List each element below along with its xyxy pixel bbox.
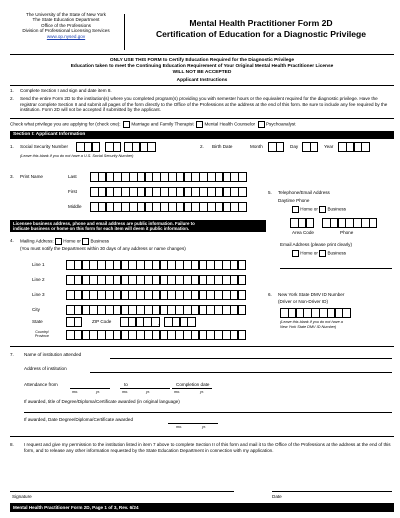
mailing-note: (You must notify the Department within 30 days of any address or name changes) <box>20 246 186 251</box>
email-business-checkbox[interactable] <box>319 250 326 257</box>
address-input-line[interactable] <box>90 372 392 373</box>
from-mo: mo. <box>72 390 79 394</box>
notice-line1: ONLY USE THIS FORM to Certify Education Required for the Diagnostic Privilege <box>109 58 295 63</box>
agency-line: The State Education Department <box>32 17 100 23</box>
character-cell[interactable] <box>238 260 247 270</box>
phone-home-checkbox[interactable] <box>292 206 299 213</box>
area-code-input[interactable] <box>290 218 313 228</box>
form-title-line1: Mental Health Practitioner Form 2D <box>189 18 333 28</box>
footer-bar: Mental Health Practitioner Form 2D, Page 1 of 3, Rev. 6/24 <box>10 503 394 512</box>
first-name-label: First <box>68 189 77 194</box>
character-cell[interactable] <box>369 218 378 228</box>
to-mo: mo. <box>122 390 129 394</box>
form-title <box>128 18 394 40</box>
character-cell[interactable] <box>238 172 247 182</box>
agency-line: Office of the Professions <box>41 22 91 28</box>
zip-ext-input[interactable] <box>164 317 195 327</box>
mft-checkbox[interactable] <box>123 121 130 128</box>
section1-header: Section I: Applicant Information <box>10 131 394 139</box>
ssn-input[interactable] <box>76 142 99 152</box>
character-cell[interactable] <box>238 290 247 300</box>
warning-line2: indicate business or home on this form for each item will deem it public information. <box>13 226 190 231</box>
year-label: Year <box>324 144 334 149</box>
agency-block <box>10 12 122 39</box>
mailing-business-checkbox[interactable] <box>82 238 89 245</box>
daytime-label: Daytime Phone <box>278 198 310 203</box>
degree-yr: yr. <box>202 425 207 429</box>
item7-number: 7. <box>10 352 14 357</box>
day-input[interactable] <box>302 142 318 152</box>
last-name-input[interactable] <box>90 172 246 182</box>
completion-input-line[interactable] <box>172 388 212 389</box>
city-input[interactable] <box>66 305 245 315</box>
email-home-checkbox[interactable] <box>292 250 299 257</box>
agency-line: Division of Professional Licensing Services <box>22 28 110 34</box>
public-info-warning <box>10 220 266 232</box>
line1-label: Line 1 <box>32 262 45 267</box>
divider <box>10 346 394 347</box>
middle-name-label: Middle <box>68 204 82 209</box>
city-label: City <box>32 307 40 312</box>
ssn-input[interactable] <box>124 142 155 152</box>
degree-date-input-line[interactable] <box>168 423 218 424</box>
email-input-line[interactable] <box>280 268 392 269</box>
dmv-note1: (Leave this blank if you do not have a <box>280 320 343 324</box>
country-input[interactable] <box>66 330 245 340</box>
mailing-home-label: Home or <box>63 238 81 244</box>
mailing-number: 4. <box>10 238 14 243</box>
phone-home-label: Home or <box>300 206 318 212</box>
email-label: Email Address (please print clearly) <box>280 242 352 247</box>
mft-label: Marriage and Family Therapist <box>131 121 194 127</box>
ssn-input[interactable] <box>105 142 121 152</box>
phone-input[interactable] <box>322 218 377 228</box>
dmv-label: New York State DMV ID Number <box>278 292 345 297</box>
privilege-row <box>10 121 296 128</box>
attendance-from-label: Attendance from <box>24 382 58 387</box>
form-page <box>10 12 394 512</box>
character-cell[interactable] <box>147 142 156 152</box>
dmv-sublabel: (Driver or Non-Driver ID) <box>278 299 329 304</box>
date-label: Date <box>272 494 282 499</box>
to-label: to <box>124 382 128 387</box>
instruction-text: Complete Section I and sign and date item 8. <box>20 88 112 93</box>
email-home-label: Home or <box>300 250 318 256</box>
header-rule <box>10 54 394 55</box>
notice-line2: Education taken to meet the Continuing Education Requirement of Your Original Mental Health Practitioner License <box>70 63 334 69</box>
zip-input[interactable] <box>120 317 159 327</box>
phone-type-row <box>292 206 346 213</box>
character-cell[interactable] <box>310 142 319 152</box>
dmv-number: 6. <box>268 292 272 297</box>
zip-label: ZIP Code <box>92 319 112 324</box>
line3-label: Line 3 <box>32 292 45 297</box>
month-label: Month <box>250 144 263 149</box>
mhc-label: Mental Health Counselor <box>204 121 256 127</box>
dmv-note2: New York State DMV ID Number) <box>280 325 337 329</box>
character-cell[interactable] <box>306 218 315 228</box>
mailing-row <box>20 238 109 245</box>
permission-text: I request and give my permission to the institution listed in item 7 above to complete Section II of this form and mail it to the Office of the Professions at the address at the end of this form, and to release any other information requested by the State Education Department in connection with my application. <box>24 442 391 453</box>
state-label: State <box>32 319 43 324</box>
phone-business-label: Business <box>327 206 347 212</box>
degree-date-label: If awarded, Date Degree/Diploma/Certificate awarded <box>24 417 134 422</box>
phone-business-checkbox[interactable] <box>319 206 326 213</box>
instruction-text: Send the entire Form 2D to the institution(s) where you completed program(s) providing you with semester hours or the equivalent required for the diagnostic privilege. Have the registrar complete Section II and submit all pages of the form directly to the Office of the Professions at the address at the end of this form. Be sure to include any fee required by the institution. Form 2D will not be accepted if submitted by the applicant. <box>20 96 388 113</box>
year-input[interactable] <box>338 142 369 152</box>
header-divider <box>124 14 125 50</box>
mailing-home-checkbox[interactable] <box>55 238 62 245</box>
from-input-line[interactable] <box>70 388 110 389</box>
ssn-number: 1. <box>10 144 14 149</box>
mailing-label: Mailing Address: <box>20 238 54 244</box>
degree-title-label: If awarded, title of Degree/Diploma/Certificate awarded (in original language) <box>24 399 180 404</box>
character-cell[interactable] <box>238 305 247 315</box>
first-name-input[interactable] <box>90 187 246 197</box>
state-input[interactable] <box>66 317 82 327</box>
ssn-note: (Leave this blank if you do not have a U.S. Social Security Number) <box>20 154 134 158</box>
completion-label: Completion date <box>176 382 210 387</box>
phone-number: 5. <box>268 190 272 195</box>
character-cell[interactable] <box>74 317 83 327</box>
name-label: Print Name <box>20 174 43 179</box>
degree-title-input-line[interactable] <box>24 412 392 413</box>
character-cell[interactable] <box>361 142 370 152</box>
name-number: 3. <box>10 174 14 179</box>
divider <box>10 436 394 437</box>
line2-label: Line 2 <box>32 277 45 282</box>
birth-label: Birth Date <box>212 144 233 149</box>
country-label: Country/ Province <box>35 330 49 339</box>
divider <box>10 118 394 119</box>
day-label: Day <box>290 144 299 149</box>
notice-block <box>10 58 394 75</box>
dmv-input[interactable] <box>280 308 350 318</box>
completion-yr: yr. <box>200 390 205 394</box>
character-cell[interactable] <box>187 317 196 327</box>
notice-line3: WILL NOT BE ACCEPTED <box>172 69 232 75</box>
email-type-row <box>292 250 346 257</box>
character-cell[interactable] <box>276 142 285 152</box>
address-line1-input[interactable] <box>66 260 245 270</box>
last-name-label: Last <box>68 174 77 179</box>
phone-label-sub: Phone <box>340 230 354 235</box>
from-yr: yr. <box>96 390 101 394</box>
date-input-line[interactable] <box>272 491 392 492</box>
agency-line: The University of the State of New York <box>26 12 106 17</box>
address-line3-input[interactable] <box>66 290 245 300</box>
to-input-line[interactable] <box>120 388 170 389</box>
month-input[interactable] <box>268 142 284 152</box>
warning-line1: Licensee business address, phone and email address are public information. Failure to <box>13 220 195 226</box>
character-cell[interactable] <box>342 308 351 318</box>
website-link[interactable]: www.op.nysed.gov <box>46 33 86 39</box>
character-cell[interactable] <box>238 202 247 212</box>
character-cell[interactable] <box>113 142 122 152</box>
character-cell[interactable] <box>238 275 247 285</box>
to-yr: yr. <box>146 390 151 394</box>
completion-mo: mo. <box>174 390 181 394</box>
mailing-business-label: Business <box>90 238 110 244</box>
character-cell[interactable] <box>92 142 101 152</box>
form-title-line2: Certification of Education for a Diagnostic Privilege <box>155 29 367 39</box>
middle-name-input[interactable] <box>90 202 246 212</box>
privilege-prompt: Check what privilege you are applying for (check one): <box>10 121 121 127</box>
signature-input-line[interactable] <box>10 491 234 492</box>
area-code-label: Area Code <box>292 230 314 235</box>
item8-number: 8. <box>10 442 14 447</box>
signature-label: Signature <box>12 494 32 499</box>
psychoanalyst-checkbox[interactable] <box>258 121 265 128</box>
mhc-checkbox[interactable] <box>196 121 203 128</box>
instruction-number: 1. <box>10 88 14 93</box>
zip-dash: - <box>158 322 160 327</box>
character-cell[interactable] <box>238 330 247 340</box>
instructions-title: Applicant Instructions <box>176 78 228 83</box>
institution-input-line[interactable] <box>110 358 392 359</box>
instructions-rule <box>10 85 394 86</box>
address-line2-input[interactable] <box>66 275 245 285</box>
phone-label: Telephone/Email Address <box>278 190 330 195</box>
birth-number: 2. <box>200 144 204 149</box>
degree-mo: mo. <box>176 425 183 429</box>
ssn-label: Social Security Number <box>20 144 68 149</box>
address-label: Address of institution <box>24 366 67 371</box>
character-cell[interactable] <box>238 187 247 197</box>
psychoanalyst-label: Psychoanalyst <box>265 121 296 127</box>
instruction-number: 2. <box>10 96 14 101</box>
institution-label: Name of institution attended <box>24 352 82 357</box>
email-business-label: Business <box>327 250 347 256</box>
